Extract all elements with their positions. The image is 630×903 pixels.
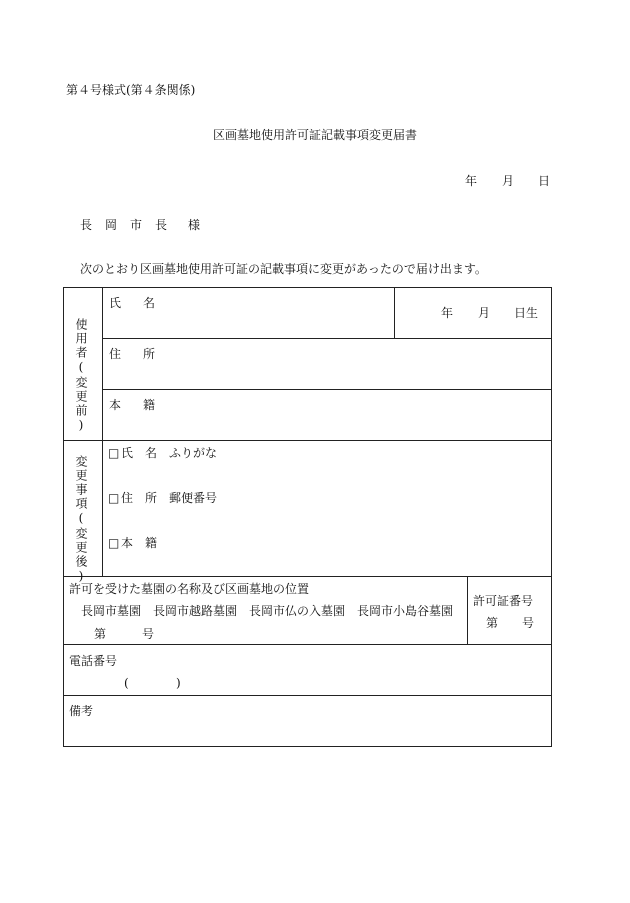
user-section-label: 使用者(変更前) <box>74 318 88 434</box>
change-address-char-2: 所 <box>145 491 158 505</box>
addressee-honorific: 様 <box>188 218 201 232</box>
table-top-border <box>63 287 552 288</box>
change-label-column-border <box>102 440 103 576</box>
permit-column-border <box>467 576 468 644</box>
change-section-label: 変更事項(変更後) <box>74 455 88 585</box>
remarks-label: 備考 <box>69 704 94 718</box>
phone-label: 電話番号 <box>69 654 118 668</box>
change-name-char-1: 氏 <box>121 446 134 460</box>
cemetery-option-1: 長岡市墓園 <box>81 604 142 618</box>
furigana-label: ふりがな <box>169 446 218 460</box>
phone-paren-close: ) <box>176 676 181 690</box>
domicile-label-char-1: 本 <box>109 398 122 412</box>
birth-month-label: 月 <box>478 306 491 320</box>
change-address-checkbox[interactable]: □ <box>108 491 120 505</box>
plot-number-suffix: 号 <box>142 627 155 641</box>
divider-name-address <box>102 338 552 339</box>
document-title: 区画墓地使用許可証記載事項変更届書 <box>213 128 418 142</box>
cemetery-option-4: 長岡市小島谷墓園 <box>357 604 454 618</box>
form-number: 第４号様式(第４条関係) <box>66 83 196 97</box>
divider-cemetery-phone <box>63 644 552 645</box>
postal-code-label: 郵便番号 <box>169 491 218 505</box>
change-domicile-char-1: 本 <box>121 536 134 550</box>
birth-year-label: 年 <box>441 306 454 320</box>
divider-change-cemetery <box>63 576 552 577</box>
domicile-label-char-2: 籍 <box>143 398 156 412</box>
birth-day-label: 日生 <box>514 306 539 320</box>
change-domicile-char-2: 籍 <box>145 536 158 550</box>
divider-phone-remarks <box>63 695 552 696</box>
name-label-char-2: 名 <box>143 296 156 310</box>
permit-number-label: 許可証番号 <box>473 594 534 608</box>
divider-address-domicile <box>102 389 552 390</box>
name-label-char-1: 氏 <box>109 296 122 310</box>
change-domicile-checkbox[interactable]: □ <box>108 536 120 550</box>
addressee-char-4: 長 <box>155 218 168 232</box>
permit-number-suffix: 号 <box>522 616 535 630</box>
change-name-char-2: 名 <box>145 446 158 460</box>
cemetery-section-label: 許可を受けた墓園の名称及び区画墓地の位置 <box>69 582 310 596</box>
address-label-char-2: 所 <box>143 347 156 361</box>
cemetery-option-3: 長岡市仏の入墓園 <box>249 604 346 618</box>
addressee-char-2: 岡 <box>105 218 118 232</box>
address-label-char-1: 住 <box>109 347 122 361</box>
phone-paren-open: ( <box>124 676 129 690</box>
date-day-label: 日 <box>538 174 551 188</box>
user-label-column-border <box>102 287 103 440</box>
addressee-char-3: 市 <box>130 218 143 232</box>
table-bottom-border <box>63 746 552 747</box>
intro-text: 次のとおり区画墓地使用許可証の記載事項に変更があったので届け出ます。 <box>80 262 487 276</box>
divider-user-change <box>63 440 552 441</box>
birth-column-border <box>394 287 395 338</box>
permit-number-prefix: 第 <box>486 616 499 630</box>
table-right-border <box>551 287 552 747</box>
plot-number-prefix: 第 <box>94 627 107 641</box>
cemetery-option-2: 長岡市越路墓園 <box>153 604 238 618</box>
change-name-checkbox[interactable]: □ <box>108 446 120 460</box>
date-year-label: 年 <box>465 174 478 188</box>
addressee-char-1: 長 <box>80 218 93 232</box>
table-left-border <box>63 287 64 747</box>
date-month-label: 月 <box>502 174 515 188</box>
change-address-char-1: 住 <box>121 491 134 505</box>
